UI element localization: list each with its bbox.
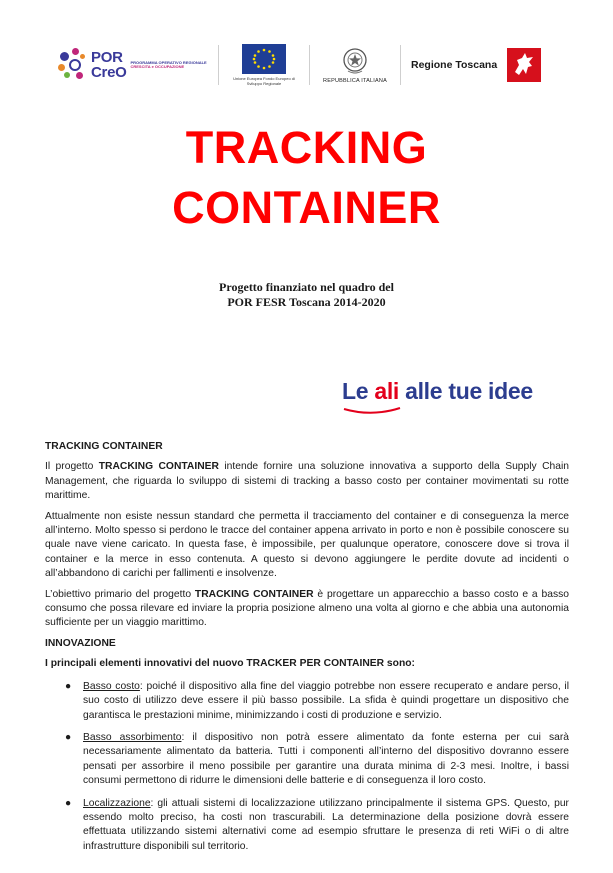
por-subtitle-1: PROGRAMMA OPERATIVO REGIONALE: [130, 59, 207, 65]
title-line-1: TRACKING: [185, 122, 428, 173]
pegasus-flag-icon: [507, 48, 541, 82]
funding-line-1: Progetto finanziato nel quadro del: [219, 280, 394, 294]
por-creo-mark-icon: [58, 48, 88, 82]
slogan-logo: [342, 378, 572, 418]
paragraph-objective-pre: L’obiettivo primario del progetto: [45, 588, 195, 600]
list-item: [45, 680, 569, 723]
feature-name: Localizzazione: [83, 797, 151, 809]
paragraph-intro: [45, 460, 569, 503]
bullet-icon: ●: [65, 731, 72, 743]
por-subtitle-2: CRESCITA e OCCUPAZIONE: [130, 64, 185, 69]
regione-toscana-logo: [411, 48, 541, 82]
slogan-part-2: ali: [374, 378, 400, 404]
features-list: [45, 680, 569, 854]
region-label: Regione Toscana: [411, 59, 498, 71]
document-body: [45, 440, 569, 852]
paragraph-objective-post: è progettare un apparecchio a basso costo e a basso consumo che possa rilevare ed inviare la propria posizione almeno una volta al giorno e che abbia una autonomia sufficiente per un viaggio marittimo.: [45, 588, 569, 629]
italian-republic-logo: [320, 47, 390, 84]
creo-word: CreO: [91, 64, 127, 81]
por-word: POR: [91, 49, 123, 66]
funding-line-2: POR FESR Toscana 2014-2020: [227, 295, 386, 309]
document-title: [0, 118, 613, 238]
bullet-icon: ●: [65, 680, 72, 692]
logo-divider: [400, 45, 401, 85]
list-item: [45, 797, 569, 855]
slogan-swoosh-icon: [342, 405, 402, 415]
logo-divider: [309, 45, 310, 85]
feature-name: Basso costo: [83, 680, 140, 692]
section-heading-innovazione: INNOVAZIONE: [45, 637, 116, 649]
list-item: [45, 731, 569, 789]
feature-name: Basso assorbimento: [83, 731, 182, 743]
funding-statement: [0, 280, 613, 310]
eu-caption: Unione Europea Fondo Europeo di Sviluppo Regionale: [233, 75, 295, 86]
paragraph-objective-bold: TRACKING CONTAINER: [194, 588, 314, 600]
feature-text: : gli attuali sistemi di localizzazione utilizzano principalmente il sistema GPS. Questo, pur essendo molto preciso, ha costi non trascurabili. La determinazione della posizione dovrà essere effettuata utilizzando sistemi alternativi come ad esempio sfruttare le presenza di reti WiFi o di altre infrastrutture disponibili sul territorio.: [83, 797, 569, 852]
slogan-part-1: Le: [342, 378, 375, 404]
eu-flag-icon: [242, 44, 286, 74]
republic-label: REPUBBLICA ITALIANA: [323, 77, 387, 84]
title-line-2: CONTAINER: [172, 182, 441, 233]
features-intro: I principali elementi innovativi del nuovo TRACKER PER CONTAINER sono:: [45, 658, 415, 670]
paragraph-intro-bold: TRACKING CONTAINER: [98, 461, 219, 473]
section-heading-tracking: TRACKING CONTAINER: [45, 441, 163, 452]
logo-strip: [58, 36, 558, 94]
paragraph-intro-post: intende fornire una soluzione innovativa a supporto della Supply Chain Management, che riguarda lo sviluppo di sistemi di tracking a basso costo per container movimentati su rotte marittime.: [45, 461, 569, 502]
por-creo-logo: [58, 40, 208, 90]
eu-logo: [229, 44, 299, 87]
paragraph-objective: [45, 588, 569, 631]
slogan-part-3: alle tue idee: [399, 378, 533, 404]
italian-republic-emblem-icon: [342, 47, 368, 75]
bullet-icon: ●: [65, 797, 72, 809]
feature-text: : poiché il dispositivo alla fine del viaggio potrebbe non essere recuperato e andare perso, il suo costo di utilizzo deve essere il più basso possibile. La sfida è quindi progettare un dispositivo che garantisca le prestazioni minime, minimizzando i costi di produzione e servizio.: [83, 680, 569, 721]
logo-divider: [218, 45, 219, 85]
paragraph-problem: Attualmente non esiste nessun standard che permetta il tracciamento del container e di conseguenza la merce all’interno. Molto spesso si perdono le tracce del container appena arrivato in porto e non è possibile conoscere su quale nave viene caricato. In questa fase, è impossibile, per qualunque operatore, conoscere dove si trova il container e la merce in esso contenuta. A questo si devono aggiungere le perdite dovute ad incidenti o all’abbandono di carichi per fallimenti e insolvenze.: [45, 510, 569, 580]
feature-text: : il dispositivo non potrà essere alimentato da fonte esterna per cui sarà necessariamente alimentato da batteria. Tutti i componenti all’interno del dispositivo dovranno essere pensati per assorbire il meno possibile per garantire una durata minima di 2-3 mesi. Inoltre, i bassi consumi permettono di ridurre le dimensioni delle batterie e di conseguenza il loro costo.: [83, 731, 569, 787]
paragraph-intro-pre: Il progetto: [45, 461, 99, 473]
